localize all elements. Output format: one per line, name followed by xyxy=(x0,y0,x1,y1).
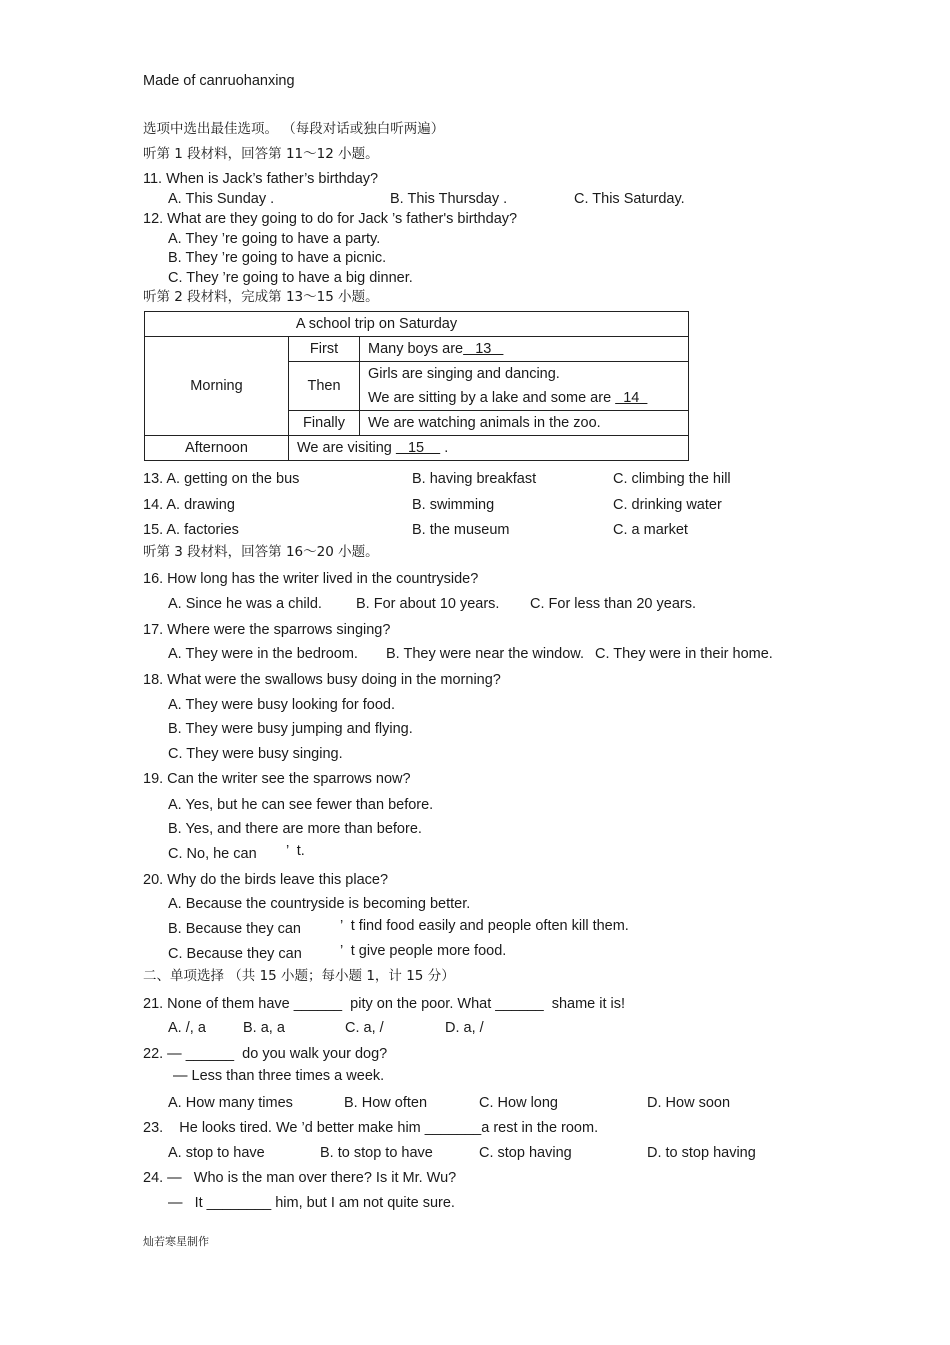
table-title: A school trip on Saturday xyxy=(145,312,689,337)
q15-option-b: B. the museum xyxy=(412,522,510,538)
table-finally-text: We are watching animals in the zoo. xyxy=(360,411,689,436)
q22-stem: 22. — ______ do you walk your dog? xyxy=(143,1046,388,1062)
section2-title: 二、单项选择 （共 15 小题；每小题 1，计 15 分） xyxy=(143,968,455,984)
table-afternoon-text: We are visiting xyxy=(297,440,396,456)
q20-option-a: A. Because the countryside is becoming better. xyxy=(168,896,471,912)
q13-option-c: C. climbing the hill xyxy=(613,471,731,487)
table-then-row-2 xyxy=(360,386,689,411)
q21-stem: 21. None of them have ______ pity on the poor. What ______ shame it is! xyxy=(143,996,626,1012)
blank-13: 13 xyxy=(463,341,504,357)
q22-option-b: B. How often xyxy=(344,1095,428,1111)
q12-option-c: C. They ’re going to have a big dinner. xyxy=(168,270,413,286)
q23-option-b: B. to stop to have xyxy=(320,1145,433,1161)
page-header: Made of canruohanxing xyxy=(143,73,295,89)
q22-option-d: D. How soon xyxy=(647,1095,731,1111)
q11-option-a: A. This Sunday . xyxy=(168,191,275,207)
q18-stem: 18. What were the swallows busy doing in the morning? xyxy=(143,672,501,688)
q12-option-b: B. They ’re going to have a picnic. xyxy=(168,250,387,266)
table-first-row xyxy=(360,337,689,362)
q19-option-b: B. Yes, and there are more than before. xyxy=(168,821,422,837)
q20-stem: 20. Why do the birds leave this place? xyxy=(143,872,389,888)
part2-title: 听第 2 段材料，完成第 13～15 小题。 xyxy=(143,289,379,305)
q23-stem: 23. He looks tired. We ’d better make him _______a rest in the room. xyxy=(143,1120,599,1136)
q14-option-b: B. swimming xyxy=(412,497,495,513)
q12-stem: 12. What are they going to do for Jack ’s father's birthday? xyxy=(143,211,518,227)
q18-option-a: A. They were busy looking for food. xyxy=(168,697,396,713)
q12-option-a: A. They ’re going to have a party. xyxy=(168,231,381,247)
school-trip-table xyxy=(144,311,689,461)
table-finally-label: Finally xyxy=(289,411,360,436)
q17-stem: 17. Where were the sparrows singing? xyxy=(143,622,391,638)
q16-option-c: C. For less than 20 years. xyxy=(530,596,697,612)
q21-option-d: D. a, / xyxy=(445,1020,484,1036)
q23-option-d: D. to stop having xyxy=(647,1145,756,1161)
q20-option-b-end: ’ t find food easily and people often kill them. xyxy=(340,918,629,934)
q24-reply: — It ________ him, but I am not quite sure. xyxy=(168,1195,455,1211)
table-then-label: Then xyxy=(289,362,360,411)
q18-option-c: C. They were busy singing. xyxy=(168,746,343,762)
q15-option-a: 15. A. factories xyxy=(143,522,239,538)
section-intro: 选项中选出最佳选项。 （每段对话或独白听两遍） xyxy=(143,121,445,137)
table-then-text-1: Girls are singing and dancing. xyxy=(360,362,689,387)
q11-stem: 11. When is Jack’s father’s birthday? xyxy=(143,171,379,187)
q17-option-a: A. They were in the bedroom. xyxy=(168,646,358,662)
q20-option-c: C. Because they can xyxy=(168,946,302,962)
q19-option-c-end: ’ t. xyxy=(286,843,305,859)
q22-option-c: C. How long xyxy=(479,1095,558,1111)
table-morning-label: Morning xyxy=(145,337,289,436)
q15-option-c: C. a market xyxy=(613,522,688,538)
q16-option-a: A. Since he was a child. xyxy=(168,596,322,612)
q21-option-b: B. a, a xyxy=(243,1020,285,1036)
table-then-text-2: We are sitting by a lake and some are xyxy=(368,390,616,406)
part3-title: 听第 3 段材料，回答第 16～20 小题。 xyxy=(143,544,379,560)
table-afternoon-label: Afternoon xyxy=(145,436,289,461)
part1-title: 听第 1 段材料，回答第 11～12 小题。 xyxy=(143,146,379,162)
table-afternoon-end: . xyxy=(440,440,449,456)
table-afternoon-row xyxy=(289,436,689,461)
q14-option-a: 14. A. drawing xyxy=(143,497,235,513)
q17-option-b: B. They were near the window. xyxy=(386,646,585,662)
q23-option-a: A. stop to have xyxy=(168,1145,265,1161)
q13-option-a: 13. A. getting on the bus xyxy=(143,471,300,487)
blank-15: 15 xyxy=(395,440,441,456)
q11-option-b: B. This Thursday . xyxy=(390,191,508,207)
q22-option-a: A. How many times xyxy=(168,1095,293,1111)
q21-option-c: C. a, / xyxy=(345,1020,384,1036)
q23-option-c: C. stop having xyxy=(479,1145,572,1161)
page-footer: 灿若寒星制作 xyxy=(143,1235,209,1248)
q11-option-c: C. This Saturday. xyxy=(574,191,685,207)
table-first-text: Many boys are xyxy=(368,341,464,357)
q24-stem: 24. — Who is the man over there? Is it Mr. Wu? xyxy=(143,1170,457,1186)
q16-option-b: B. For about 10 years. xyxy=(356,596,500,612)
q22-reply: — Less than three times a week. xyxy=(173,1068,385,1084)
q13-option-b: B. having breakfast xyxy=(412,471,537,487)
blank-14: 14 xyxy=(615,390,648,406)
q16-stem: 16. How long has the writer lived in the countryside? xyxy=(143,571,479,587)
q18-option-b: B. They were busy jumping and flying. xyxy=(168,721,413,737)
q20-option-c-end: ’ t give people more food. xyxy=(340,943,507,959)
q20-option-b: B. Because they can xyxy=(168,921,301,937)
q19-stem: 19. Can the writer see the sparrows now? xyxy=(143,771,411,787)
q14-option-c: C. drinking water xyxy=(613,497,722,513)
q17-option-c: C. They were in their home. xyxy=(595,646,773,662)
q19-option-c: C. No, he can xyxy=(168,846,257,862)
q21-option-a: A. /, a xyxy=(168,1020,206,1036)
q19-option-a: A. Yes, but he can see fewer than before. xyxy=(168,797,434,813)
table-first-label: First xyxy=(289,337,360,362)
